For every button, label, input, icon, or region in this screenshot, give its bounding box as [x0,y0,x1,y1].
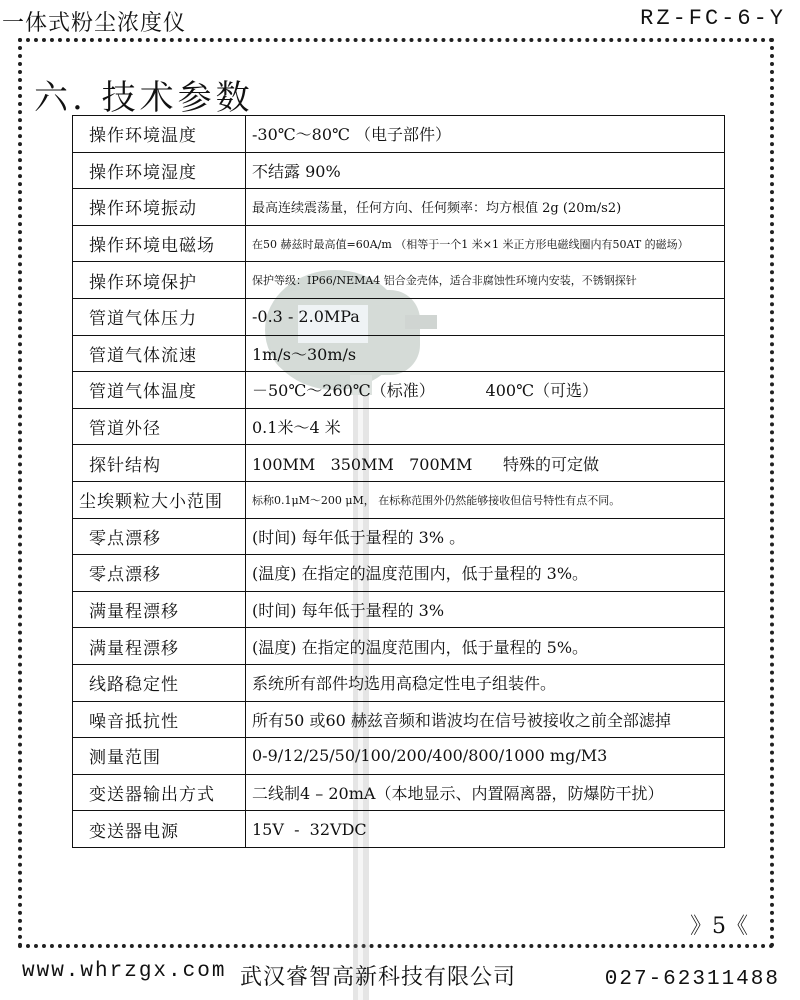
spec-value: -30℃～80℃ （电子部件） [246,116,725,153]
table-row [73,116,725,153]
spec-value: 保护等级：IP66/NEMA4 铝合金壳体，适合非腐蚀性环境内安装，不锈钢探针 [246,262,725,299]
spec-label: 噪音抵抗性 [73,701,246,738]
spec-value: (温度) 在指定的温度范围内，低于量程的 5%。 [246,628,725,665]
table-row [73,408,725,445]
table-row [73,189,725,226]
table-row [73,738,725,775]
document-title: 一体式粉尘浓度仪 [2,11,187,36]
spec-value: 100MM 350MM 700MM 特殊的可定做 [246,445,725,482]
spec-label: 操作环境电磁场 [73,225,246,262]
spec-label: 线路稳定性 [73,664,246,701]
spec-value: 不结露 90% [246,152,725,189]
spec-value: (时间) 每年低于量程的 3% [246,591,725,628]
table-row [73,481,725,518]
spec-label: 满量程漂移 [73,591,246,628]
spec-label: 操作环境湿度 [73,152,246,189]
spec-value: 二线制4 – 20mA（本地显示、内置隔离器，防爆防干扰） [246,774,725,811]
spec-label: 管道气体温度 [73,372,246,409]
model-number: RZ-FC-6-Y [640,6,786,31]
spec-label: 满量程漂移 [73,628,246,665]
spec-label: 零点漂移 [73,518,246,555]
spec-label: 变送器输出方式 [73,774,246,811]
spec-label: 零点漂移 [73,555,246,592]
spec-label: 变送器电源 [73,811,246,848]
table-row [73,591,725,628]
table-row [73,701,725,738]
footer-phone: 027-62311488 [604,968,780,991]
table-row [73,664,725,701]
spec-label: 操作环境温度 [73,116,246,153]
table-row [73,445,725,482]
spec-value: 所有50 或60 赫兹音频和谐波均在信号被接收之前全部滤掉 [246,701,725,738]
spec-label: 操作环境保护 [73,262,246,299]
spec-label: 管道气体压力 [73,298,246,335]
spec-value: 标称0.1μM～200 μM， 在标称范围外仍然能够接收但信号特性有点不同。 [246,481,725,518]
spec-value: －50℃～260℃（标准） 400℃（可选） [246,372,725,409]
spec-value: -0.3 - 2.0MPa [246,298,725,335]
table-row [73,152,725,189]
section-title: 六. 技术参数 [34,78,254,118]
table-row [73,555,725,592]
spec-value: (时间) 每年低于量程的 3% 。 [246,518,725,555]
page-number: 》5《 [690,914,748,939]
spec-value: 15V - 32VDC [246,811,725,848]
table-row [73,774,725,811]
table-row [73,811,725,848]
spec-label: 管道外径 [73,408,246,445]
table-row [73,225,725,262]
footer-url: www.whrzgx.com [22,960,227,983]
spec-value: 0.1米～4 米 [246,408,725,445]
spec-value: 最高连续震荡量，任何方向、任何频率：均方根值 2g (20m/s2) [246,189,725,226]
spec-label: 尘埃颗粒大小范围 [73,481,246,518]
table-row [73,628,725,665]
spec-table [72,115,725,848]
table-row [73,298,725,335]
spec-value: 0-9/12/25/50/100/200/400/800/1000 mg/M3 [246,738,725,775]
spec-value: (温度) 在指定的温度范围内，低于量程的 3%。 [246,555,725,592]
spec-label: 管道气体流速 [73,335,246,372]
footer-company: 武汉睿智高新科技有限公司 [240,965,517,990]
spec-value: 系统所有部件均选用高稳定性电子组装件。 [246,664,725,701]
table-row [73,335,725,372]
spec-value: 1m/s～30m/s [246,335,725,372]
spec-label: 探针结构 [73,445,246,482]
table-row [73,372,725,409]
spec-label: 测量范围 [73,738,246,775]
spec-value: 在50 赫兹时最高值=60A/m （相等于一个1 米×1 米正方形电磁线圈内有50AT 的磁场） [246,225,725,262]
table-row [73,262,725,299]
table-row [73,518,725,555]
spec-label: 操作环境振动 [73,189,246,226]
